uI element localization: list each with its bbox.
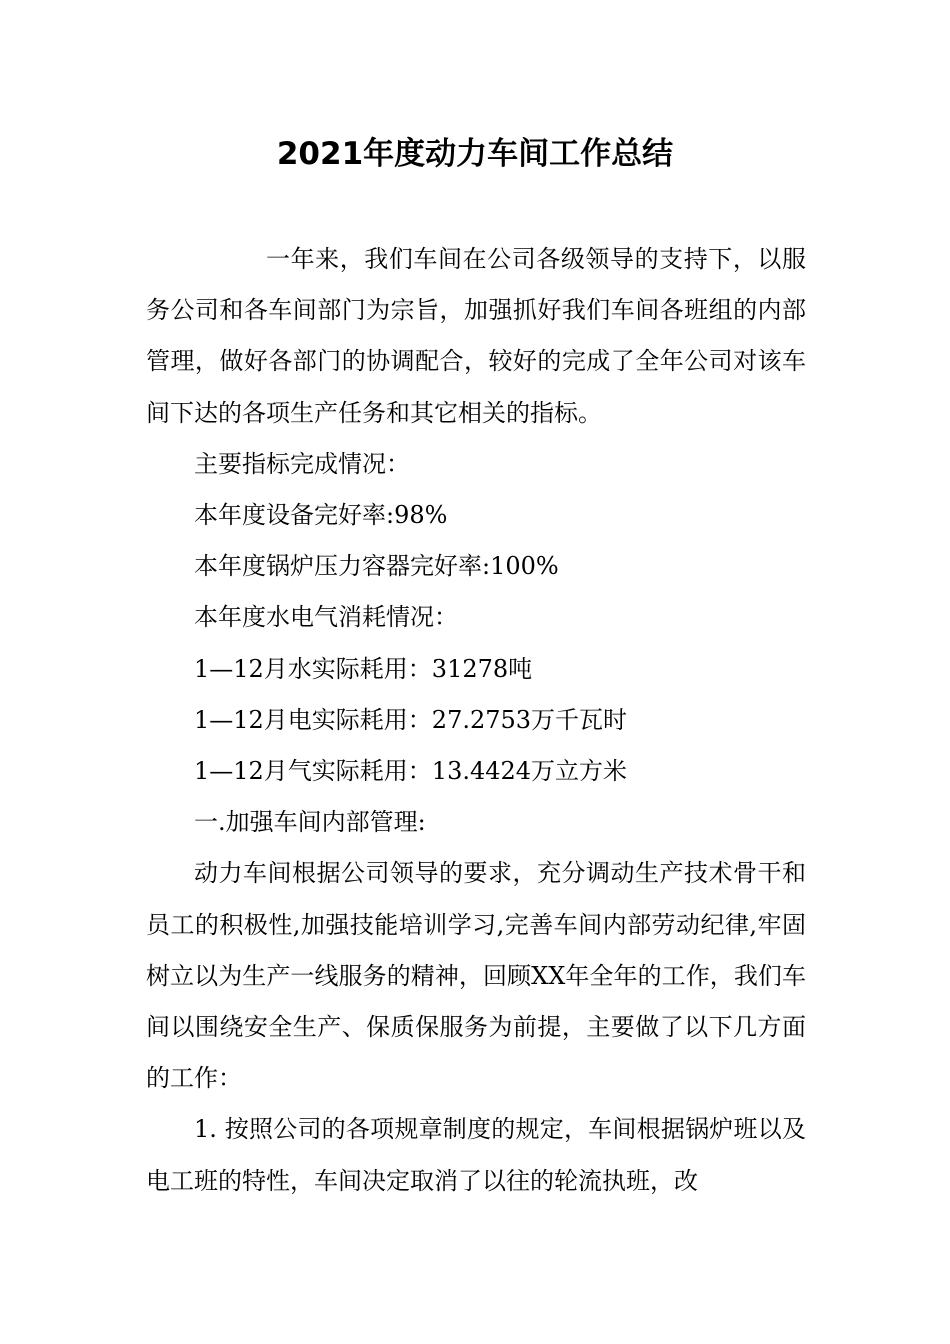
document-title: 2021年度动力车间工作总结 bbox=[276, 136, 674, 172]
paragraph-consumption-heading: 本年度水电气消耗情况： bbox=[194, 603, 458, 632]
paragraph-electricity-usage: 1—12月电实际耗用：27.2753万千瓦时 bbox=[194, 705, 628, 734]
paragraph-equipment-rate: 本年度设备完好率:98% bbox=[194, 501, 448, 530]
paragraph-section-heading: 一.加强车间内部管理: bbox=[194, 808, 426, 837]
paragraph-gas-usage: 1—12月气实际耗用：13.4424万立方米 bbox=[194, 757, 628, 786]
paragraph-water-usage: 1—12月水实际耗用：31278吨 bbox=[194, 654, 533, 683]
paragraph-item-1: 1. 按照公司的各项规章制度的规定，车间根据锅炉班以及电工班的特性，车间决定取消了以往的轮流执班，改 bbox=[146, 1115, 806, 1195]
paragraph-management: 动力车间根据公司领导的要求，充分调动生产技术骨干和员工的积极性,加强技能培训学习,完善车间内部劳动纪律,牢固树立以为生产一线服务的精神，回顾XX年全年的工作，我们车间以围绕安全生产、保质保服务为前提，主要做了以下几方面的工作： bbox=[146, 859, 806, 1093]
paragraph-indicators-heading: 主要指标完成情况： bbox=[194, 449, 410, 478]
paragraph-boiler-rate: 本年度锅炉压力容器完好率:100% bbox=[194, 552, 559, 581]
document-body bbox=[146, 234, 806, 1207]
paragraph-intro: 一年来，我们车间在公司各级领导的支持下，以服务公司和各车间部门为宗旨，加强抓好我们车间各班组的内部管理，做好各部门的协调配合，较好的完成了全年公司对该车间下达的各项生产任务和其它相关的指标。 bbox=[146, 245, 806, 427]
